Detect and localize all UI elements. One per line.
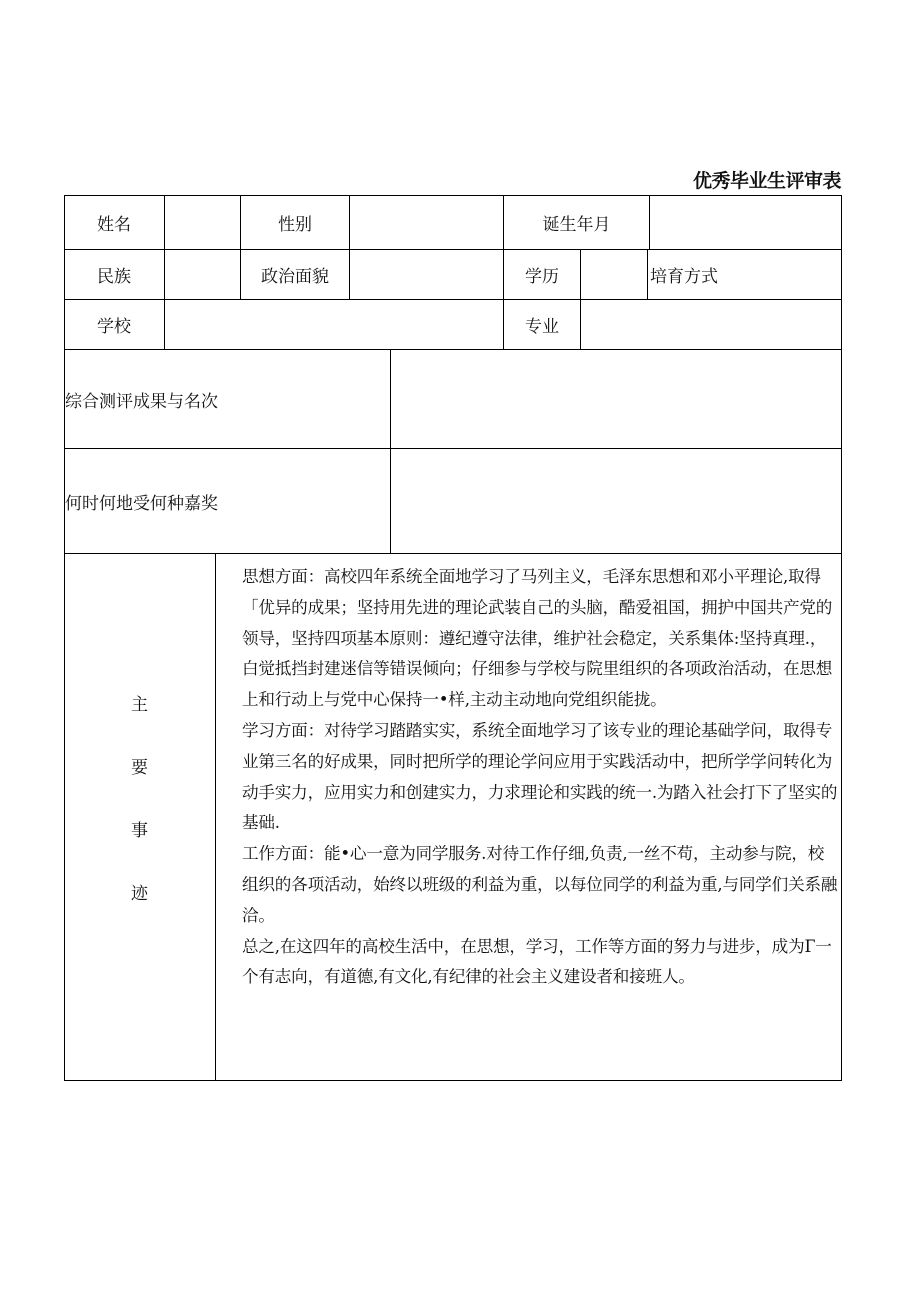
- name-label: 姓名: [97, 215, 131, 235]
- major-field[interactable]: [581, 300, 841, 349]
- column-divider: [647, 249, 648, 299]
- birth-date-label: 诞生年月: [542, 215, 611, 235]
- awards-label: 何时何地受何种嘉奖: [65, 493, 218, 514]
- deeds-label-char: 事: [131, 821, 148, 841]
- name-field[interactable]: [165, 196, 240, 249]
- gender-label: 性别: [278, 215, 312, 235]
- ideology-paragraph: 思想方面：高校四年系统全面地学习了马列主义，毛泽东思想和邓小平理论,取得「优异的成果；坚持用先进的理论武装自己的头脑，酷爱祖国，拥护中国共产党的领导，坚持四项基本原则：遵纪遵守法律，维护社会稳定，关系集体:坚持真理.，白觉抵挡封建迷信等错误倾向；仔细参与学校与院里组织的各项政治活动，在思想上和行动上与党中心保持一•样,主动主动地向党组织能拢。: [242, 567, 833, 710]
- political-status-field[interactable]: [350, 250, 503, 299]
- table-border-bottom: [64, 1080, 842, 1081]
- row-divider: [64, 553, 842, 554]
- evaluation-ranking-label: 综合测评成果与名次: [65, 391, 218, 412]
- education-label: 学历: [525, 267, 559, 287]
- main-deeds-label: [64, 690, 215, 942]
- column-divider: [215, 553, 216, 1081]
- education-field[interactable]: [581, 250, 647, 299]
- form-title: 优秀毕业生评审表: [692, 170, 841, 192]
- study-paragraph: 学习方面：对待学习踏踏实实，系统全面地学习了该专业的理论基础学问，取得专业第三名的好成果，同时把所学的理论学问应用于实践活动中，把所学学问转化为动手实力，应用实力和创建实力，力求理论和实践的统一.为踏入社会打下了坚实的基础.: [242, 720, 838, 833]
- ethnicity-field[interactable]: [165, 250, 240, 299]
- work-paragraph: 工作方面：能•心一意为同学服务.对待工作仔细,负责,一丝不苟，主动参与院，校组织的各项活动，始终以班级的利益为重，以每位同学的利益为重,与同学们关系融洽。: [242, 844, 838, 925]
- deeds-label-char: 要: [131, 758, 148, 778]
- evaluation-ranking-field[interactable]: [391, 350, 841, 448]
- political-status-label: 政治面貌: [261, 267, 329, 287]
- summary-paragraph: 总之,在这四年的高校生活中，在思想，学习，工作等方面的努力与进步，成为Г一个有志向，有道德,有文化,有纪律的社会主义建设者和接班人。: [242, 936, 832, 987]
- ethnicity-label: 民族: [97, 267, 131, 287]
- school-label: 学校: [97, 317, 131, 337]
- school-field[interactable]: [165, 300, 503, 349]
- training-mode-label: 培育方式: [650, 267, 718, 287]
- table-border-right: [841, 195, 842, 1081]
- main-deeds-content: [242, 562, 840, 993]
- deeds-label-char: 主: [131, 695, 148, 715]
- birth-date-field[interactable]: [650, 196, 841, 249]
- major-label: 专业: [525, 317, 559, 337]
- deeds-label-char: 迹: [131, 884, 148, 904]
- awards-field[interactable]: [391, 449, 841, 553]
- gender-field[interactable]: [350, 196, 503, 249]
